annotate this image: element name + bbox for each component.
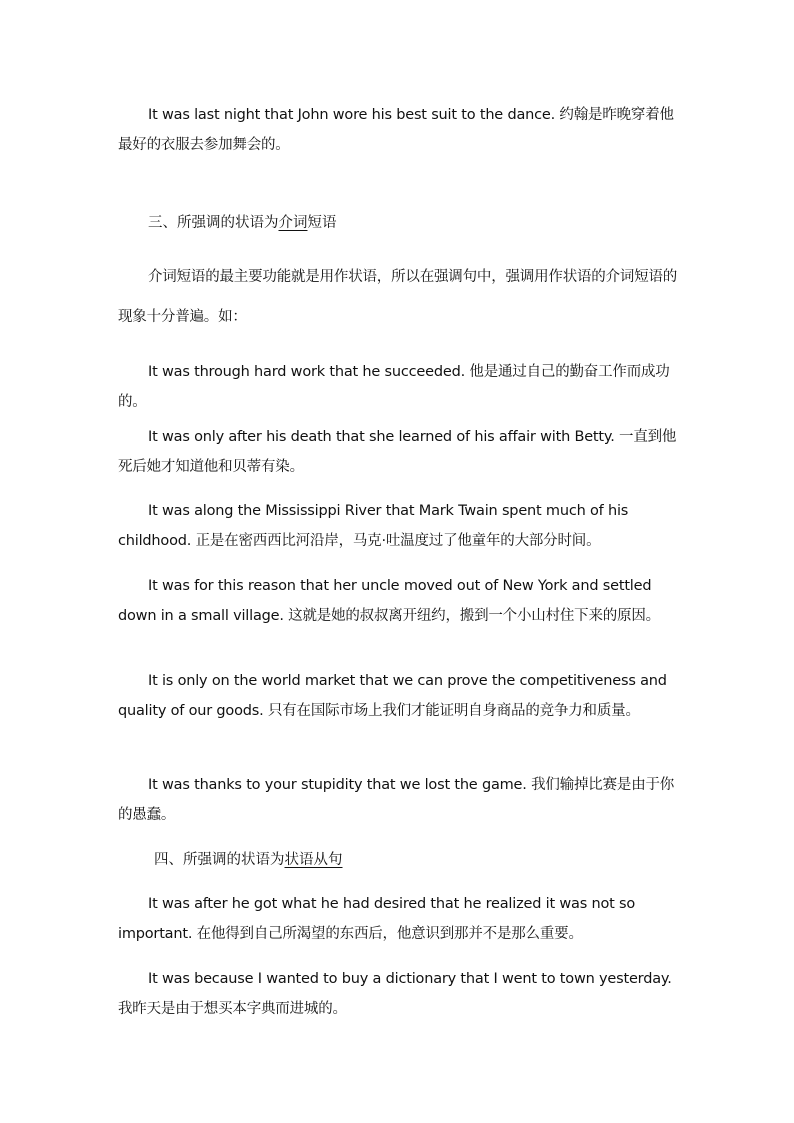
paragraph-example-dictionary (118, 964, 678, 1024)
paragraph-text: It was after he got what he had desired that he realized it was not so important. 在他得到自己所渴望的东西后，他意识到那并不是那么重要。 (118, 896, 636, 942)
heading-prefix: 三、所强调的状语为 (148, 215, 279, 231)
paragraph-text: It was because I wanted to buy a dictionary that I went to town yesterday. 我昨天是由于想买本字典而进城的。 (118, 971, 672, 1017)
paragraph-example-hard-work (118, 357, 678, 417)
section-heading-4 (154, 849, 343, 871)
paragraph-text: It was along the Mississippi River that Mark Twain spent much of his childhood. 正是在密西西比河沿岸，马克·吐温度过了他童年的大部分时间。 (118, 503, 629, 549)
heading-underlined-term: 状语从句 (284, 852, 343, 868)
paragraph-example-after-death (118, 422, 678, 482)
paragraph-text: It was for this reason that her uncle moved out of New York and settled down in a small village. 这就是她的叔叔离开纽约，搬到一个小山村住下来的原因。 (118, 578, 660, 624)
heading-suffix: 短语 (307, 215, 337, 231)
paragraph-text: It was last night that John wore his best suit to the dance. 约翰是昨晚穿着他最好的衣服去参加舞会的。 (118, 107, 674, 153)
paragraph-text: It is only on the world market that we can prove the competitiveness and quality of our goods. 只有在国际市场上我们才能证明自身商品的竞争力和质量。 (118, 673, 667, 719)
paragraph-example-desired (118, 889, 678, 949)
section-heading-3 (148, 212, 337, 234)
paragraph-example-this-reason (118, 571, 678, 631)
paragraph-prepositional-intro (118, 257, 683, 337)
paragraph-text: It was only after his death that she learned of his affair with Betty. 一直到他死后她才知道他和贝蒂有染。 (118, 429, 677, 475)
paragraph-example-stupidity (118, 770, 678, 830)
paragraph-example-world-market (118, 666, 678, 726)
paragraph-text: It was through hard work that he succeeded. 他是通过自己的勤奋工作而成功的。 (118, 364, 670, 410)
heading-prefix: 四、所强调的状语为 (154, 852, 285, 868)
heading-underlined-term: 介词 (278, 215, 308, 231)
paragraph-example-mississippi (118, 496, 678, 556)
paragraph-text: 介词短语的最主要功能就是用作状语，所以在强调句中，强调用作状语的介词短语的现象十分普遍。如： (118, 269, 678, 325)
paragraph-example-last-night (118, 100, 678, 160)
paragraph-text: It was thanks to your stupidity that we lost the game. 我们输掉比赛是由于你的愚蠢。 (118, 777, 675, 823)
